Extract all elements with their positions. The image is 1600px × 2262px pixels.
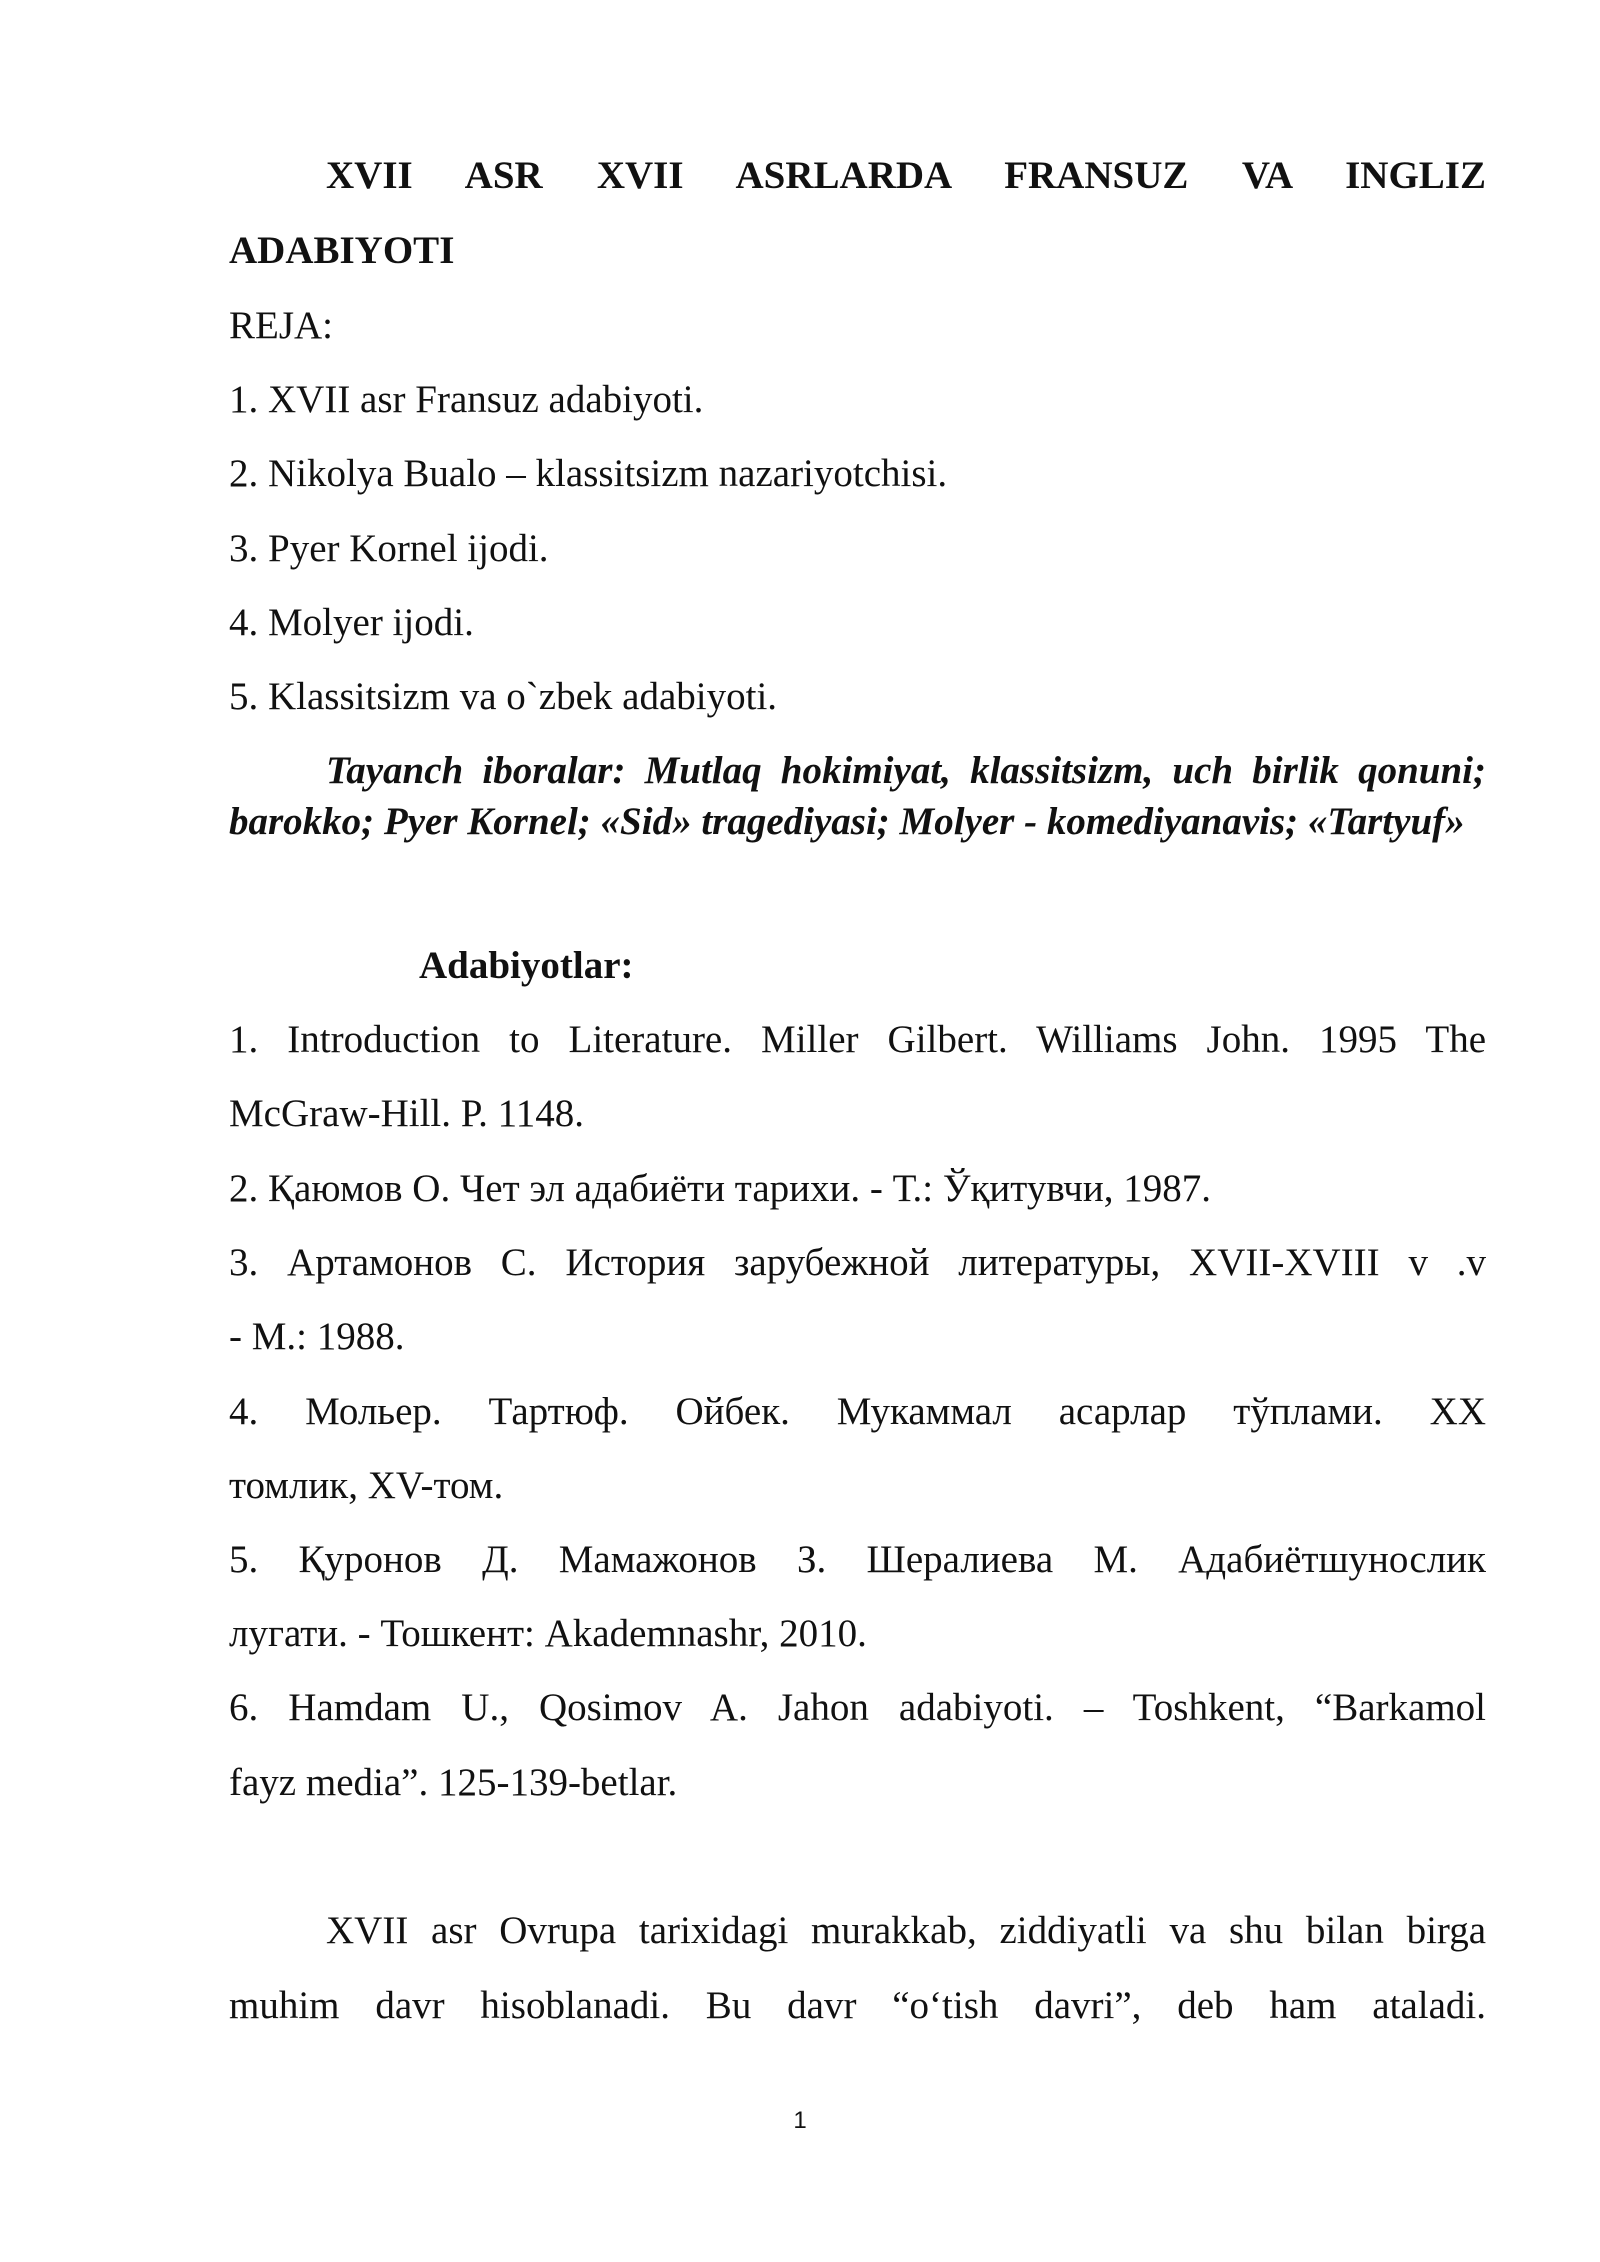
plan-item: 3. Pyer Kornel ijodi. bbox=[229, 527, 549, 570]
reference-line: лугати. - Тошкент: Akademnashr, 2010. bbox=[229, 1612, 867, 1655]
reference-line: fayz media”. 125-139-betlar. bbox=[229, 1761, 678, 1804]
plan-item: 1. XVII asr Fransuz adabiyoti. bbox=[229, 378, 704, 421]
reference-line: 6. Hamdam U., Qosimov A. Jahon adabiyoti. – Toshkent, “Barkamol bbox=[229, 1686, 1486, 1729]
keywords-paragraph bbox=[229, 745, 1486, 847]
document-title-line-2: ADABIYOTI bbox=[229, 229, 455, 272]
plan-item: 5. Klassitsizm va o`zbek adabiyoti. bbox=[229, 675, 778, 718]
reference-line: 2. Қаюмов О. Чет эл адабиёти тарихи. - Т.: Ўқитувчи, 1987. bbox=[229, 1167, 1211, 1210]
reference-line: 1. Introduction to Literature. Miller Gilbert. Williams John. 1995 The bbox=[229, 1018, 1486, 1061]
document-title-line-1: XVII ASR XVII ASRLARDA FRANSUZ VA INGLIZ bbox=[326, 154, 1486, 197]
reference-line: 4. Мольер. Тартюф. Ойбек. Мукаммал асарлар тўплами. XX bbox=[229, 1390, 1486, 1433]
references-heading: Adabiyotlar: bbox=[419, 944, 634, 987]
body-paragraph-line: muhim davr hisoblanadi. Bu davr “o‘tish davri”, deb ham ataladi. bbox=[229, 1984, 1486, 2027]
plan-item: 4. Molyer ijodi. bbox=[229, 601, 474, 644]
reference-line: томлик, XV-том. bbox=[229, 1464, 504, 1507]
reference-line: - M.: 1988. bbox=[229, 1315, 405, 1358]
plan-item: 2. Nikolya Bualo – klassitsizm nazariyotchisi. bbox=[229, 452, 948, 495]
body-paragraph-line: XVII asr Ovrupa tarixidagi murakkab, ziddiyatli va shu bilan birga bbox=[326, 1909, 1486, 1952]
plan-heading: REJA: bbox=[229, 304, 334, 347]
reference-line: 3. Артамонов С. История зарубежной литературы, XVII-XVIII v .v bbox=[229, 1241, 1486, 1284]
reference-line: McGraw-Hill. P. 1148. bbox=[229, 1092, 584, 1135]
reference-line: 5. Қуронов Д. Мамажонов З. Шералиева М. Адабиётшунослик bbox=[229, 1538, 1486, 1581]
page-number: 1 bbox=[793, 2107, 807, 2134]
keywords-text: Tayanch iboralar: Mutlaq hokimiyat, klassitsizm, uch birlik qonuni; barokko; Pyer Kornel; «Sid» tragediyasi; Molyer - komediyanavis; «Tartyuf» bbox=[229, 749, 1486, 843]
